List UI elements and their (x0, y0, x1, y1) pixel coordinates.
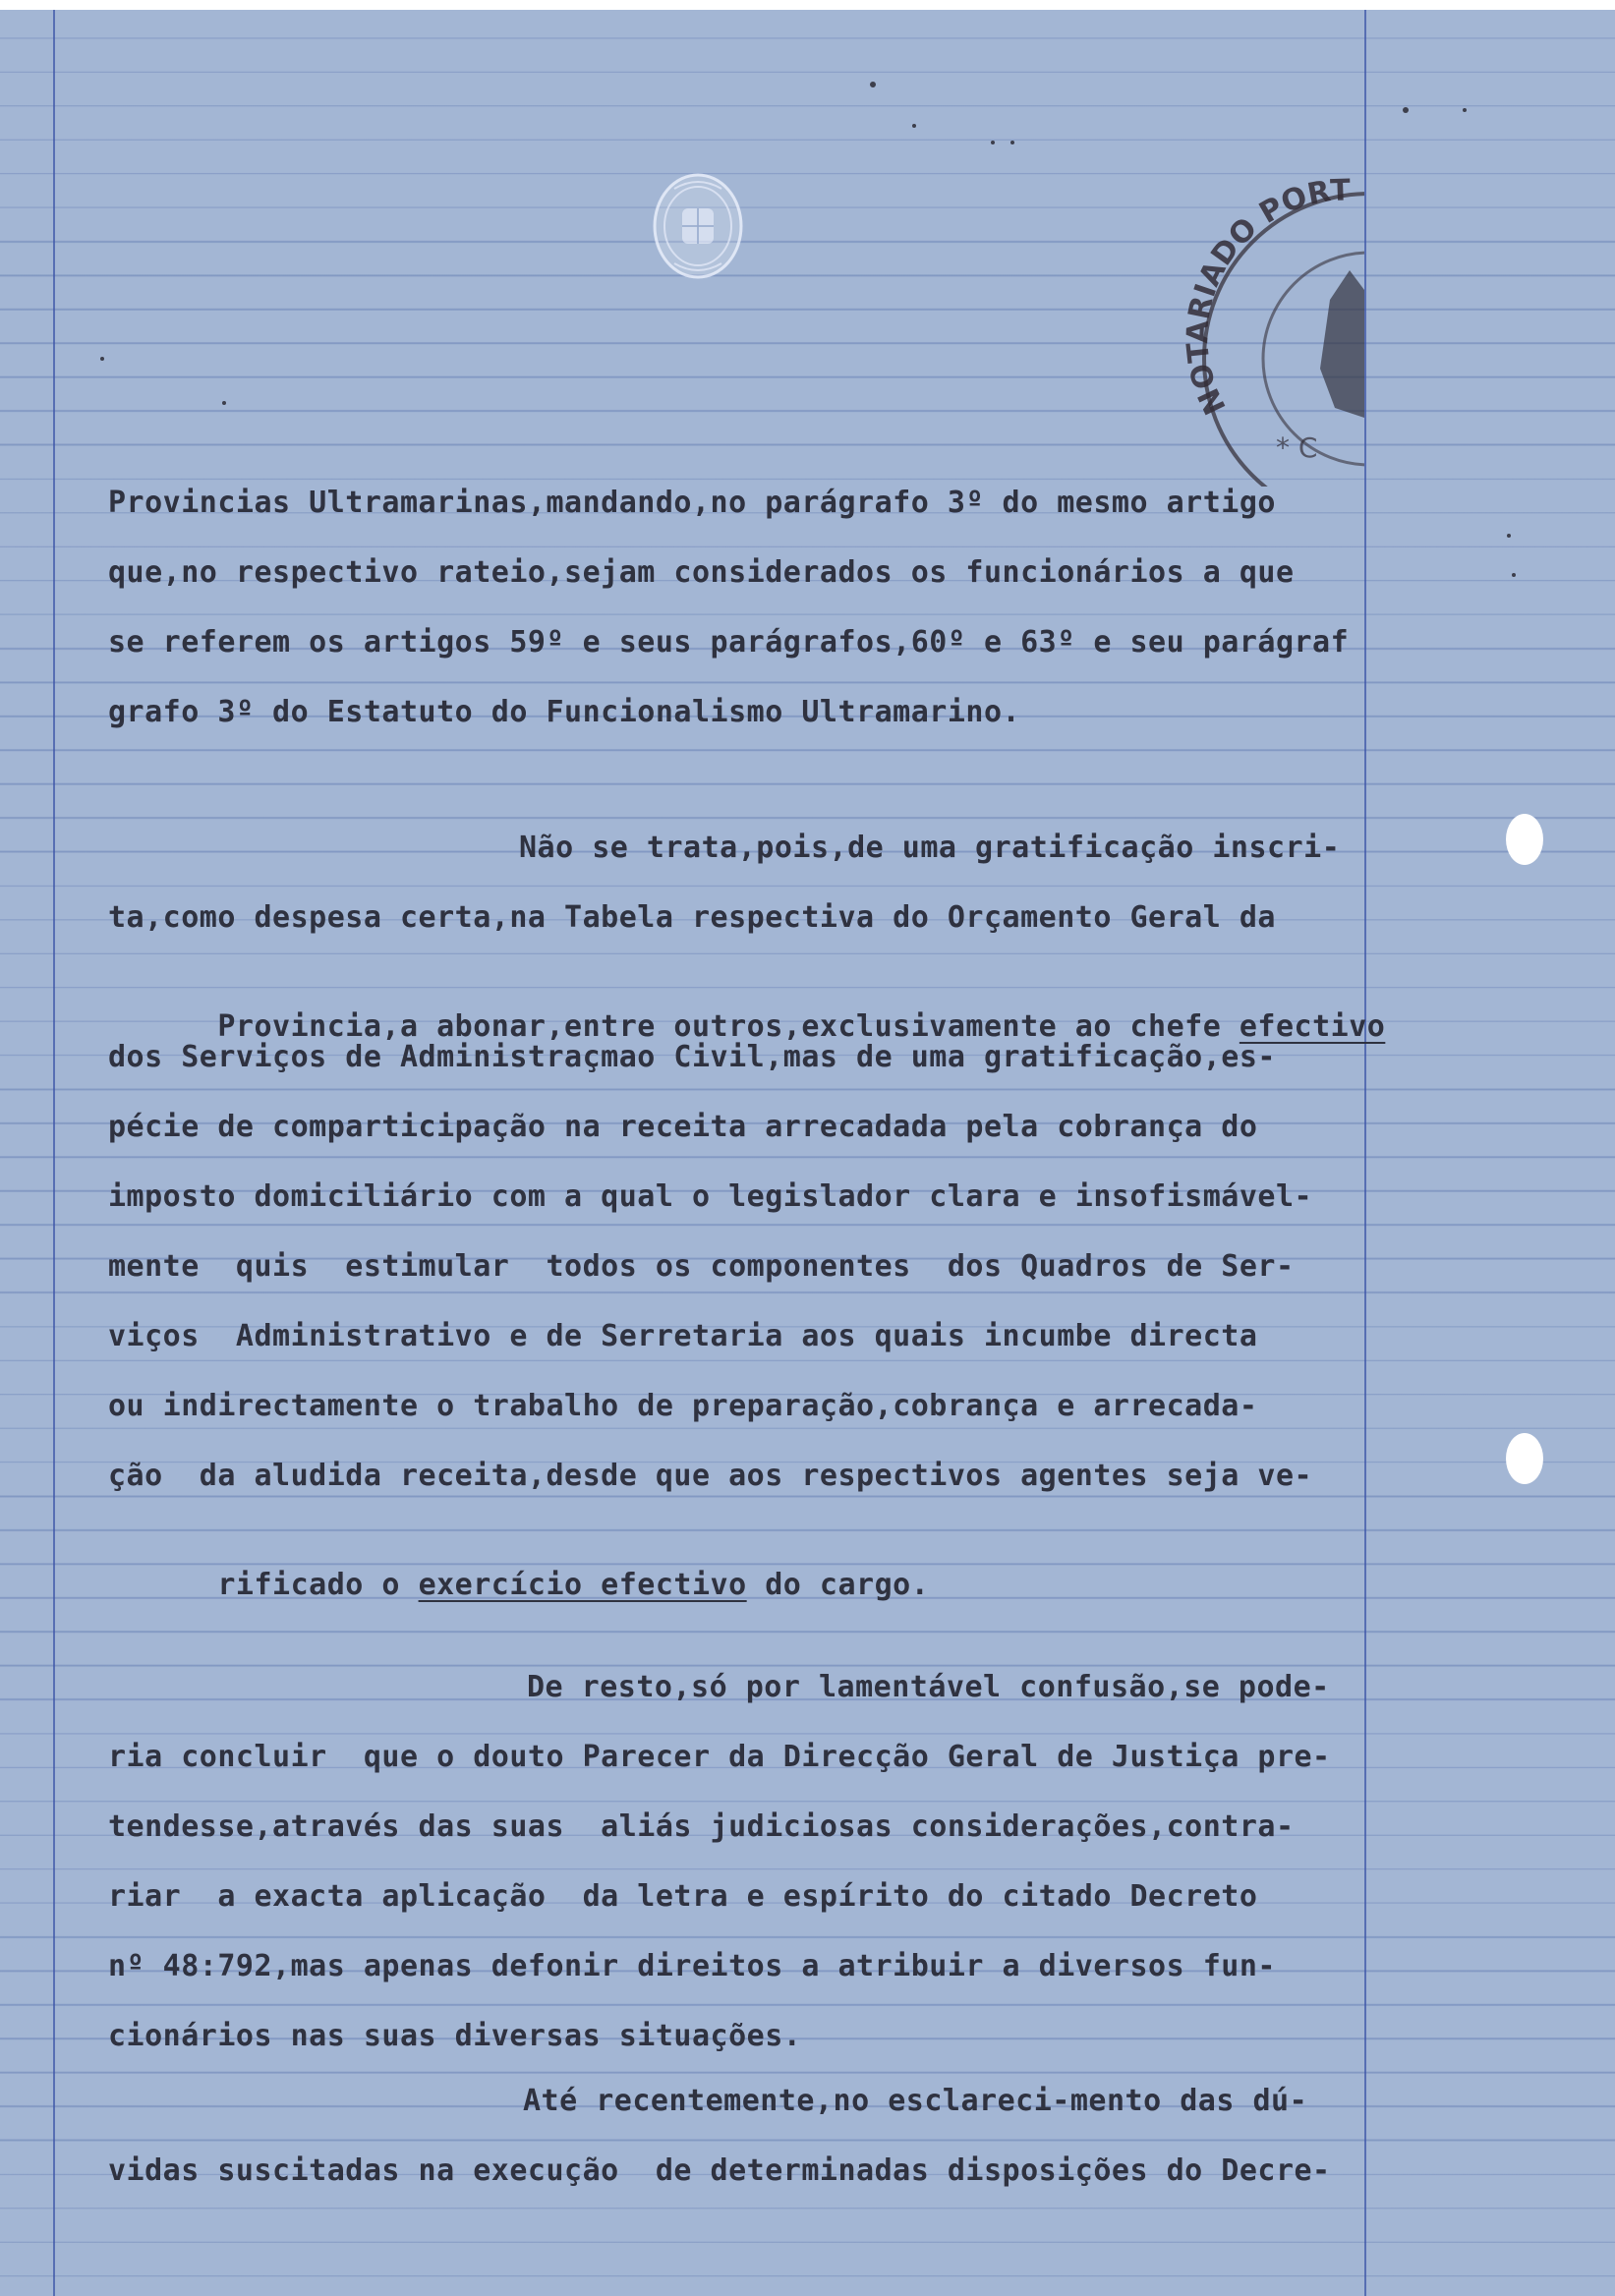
text-line: Provincias Ultramarinas,mandando,no parágrafo 3º do mesmo artigo (108, 486, 1276, 520)
svg-text:* C: * C (1276, 431, 1318, 464)
notary-stamp-icon (1168, 162, 1364, 487)
text-line: tendesse,através das suas aliás judiciosas considerações,contra- (108, 1809, 1295, 1844)
text-line: mente quis estimular todos os componentes dos Quadros de Ser- (108, 1249, 1295, 1284)
paragraph (108, 2082, 1331, 2219)
text-line: ta,como despesa certa,na Tabela respectiva do Orçamento Geral da (108, 900, 1276, 935)
paragraph (108, 1668, 1331, 2053)
embossed-seal-icon (649, 167, 747, 285)
text-line: ria concluir que o douto Parecer da Direcção Geral de Justiça pre- (108, 1740, 1331, 1774)
page-top-edge (0, 0, 1615, 10)
text-segment: do cargo. (746, 1568, 930, 1602)
text-line: grafo 3º do Estatuto do Funcionalismo Ultramarino. (108, 695, 1021, 729)
text-segment: rificado o (217, 1568, 400, 1602)
underlined-text: exercício efectivo (418, 1568, 747, 1602)
text-line: nº 48:792,mas apenas defonir direitos a atribuir a diversos fun- (108, 1949, 1276, 1983)
svg-text:NOTARIADO PORT: NOTARIADO PORT (1181, 173, 1352, 420)
text-line: ou indirectamente o trabalho de preparação,cobrança e arrecada- (108, 1389, 1258, 1423)
text-segment: Provincia,a abonar,entre outros,exclusivamente ao chefe (217, 1009, 1222, 1044)
text-line: viços Administrativo e de Serretaria aos quais incumbe directa (108, 1319, 1258, 1353)
text-line: ção da aludida receita,desde que aos respectivos agentes seja ve- (108, 1459, 1313, 1493)
text-line: se referem os artigos 59º e seus parágrafos,60º e 63º e seu parágraf (108, 625, 1350, 660)
text-line (108, 1526, 930, 1602)
text-line: Não se trata,pois,de uma gratificação inscri- (519, 831, 1341, 865)
text-line: Até recentemente,no esclareci-mento das dú- (523, 2084, 1308, 2118)
text-line: De resto,só por lamentável confusão,se pode- (527, 1670, 1330, 1704)
text-line (108, 968, 1386, 1044)
text-line: riar a exacta aplicação da letra e espírito do citado Decreto (108, 1879, 1258, 1914)
text-line: que,no respectivo rateio,sejam considerados os funcionários a que (108, 555, 1295, 590)
text-line: imposto domiciliário com a qual o legislador clara e insofismável- (108, 1179, 1313, 1214)
paragraph (108, 829, 1386, 1602)
right-margin-line (1364, 10, 1366, 2296)
text-line: cionários nas suas diversas situações. (108, 2019, 802, 2053)
text-line: pécie de comparticipação na receita arrecadada pela cobrança do (108, 1110, 1258, 1144)
text-line: vidas suscitadas na execução de determinadas disposições do Decre- (108, 2153, 1331, 2188)
text-line: dos Serviços de Administraçmao Civil,mas de uma gratificação,es- (108, 1040, 1276, 1074)
paragraph (108, 484, 1350, 729)
underlined-text: efectivo (1239, 1009, 1386, 1044)
left-margin-line (53, 10, 55, 2296)
punch-hole (1506, 1433, 1543, 1484)
punch-hole (1506, 814, 1543, 865)
